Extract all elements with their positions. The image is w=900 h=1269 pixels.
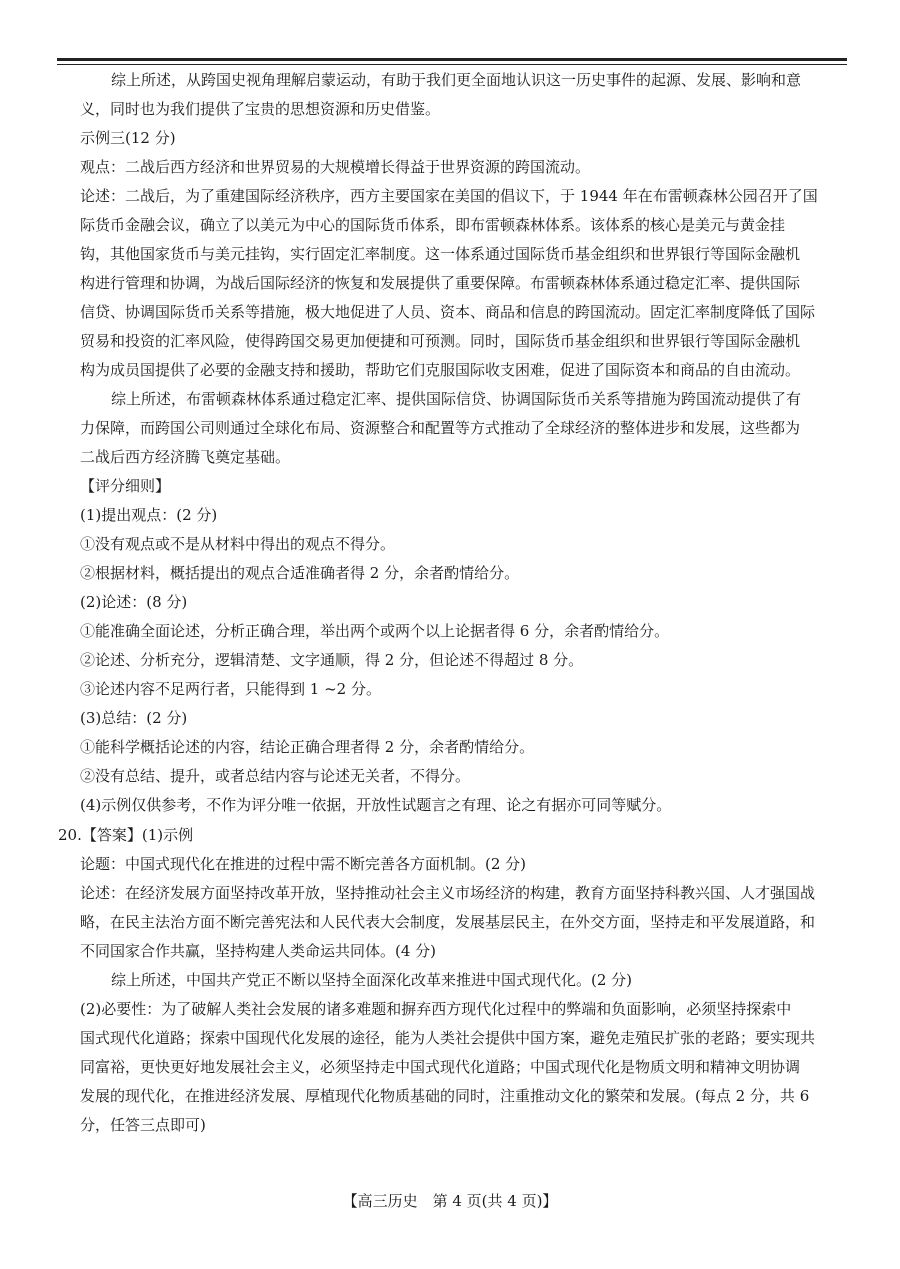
rubric-item: (4)示例仅供参考，不作为评分唯一依据，开放性试题言之有理、论之有据亦可同等赋分。 (80, 796, 672, 814)
paragraph-line: 国式现代化道路；探索中国现代化发展的途径，能为人类社会提供中国方案，避免走殖民扩张的老路；要实现共 (80, 1029, 816, 1047)
rubric-item: ②没有总结、提升，或者总结内容与论述无关者，不得分。 (80, 767, 471, 785)
header-rule-thin (57, 64, 847, 65)
paragraph-line: 发展的现代化，在推进经济发展、厚植现代化物质基础的同时，注重推动文化的繁荣和发展。(每点 2 分，共 6 (80, 1087, 810, 1105)
paragraph-line: 同富裕，更快更好地发展社会主义，必须坚持走中国式现代化道路；中国式现代化是物质文明和精神文明协调 (80, 1058, 801, 1076)
paragraph-line: 二战后西方经济腾飞奠定基础。 (80, 448, 291, 466)
paragraph-line: 综上所述，布雷顿森林体系通过稳定汇率、提供国际信贷、协调国际货币关系等措施为跨国流动提供了有 (111, 390, 802, 408)
paragraph-line: 贸易和投资的汇率风险，使得跨国交易更加便捷和可预测。同时，国际货币基金组织和世界银行等国际金融机 (80, 332, 801, 350)
paragraph-line: 际货币金融会议，确立了以美元为中心的国际货币体系，即布雷顿森林体系。该体系的核心是美元与黄金挂 (80, 216, 786, 234)
rubric-item: ②根据材料，概括提出的观点合适准确者得 2 分，余者酌情给分。 (80, 564, 520, 582)
header-rule-thick (57, 58, 847, 61)
paragraph-line: 信贷、协调国际货币关系等措施，极大地促进了人员、资本、商品和信息的跨国流动。固定汇率制度降低了国际 (80, 303, 816, 321)
rubric-item: ①能科学概括论述的内容，结论正确合理者得 2 分，余者酌情给分。 (80, 738, 535, 756)
paragraph-line: 构进行管理和协调，为战后国际经济的恢复和发展提供了重要保障。布雷顿森林体系通过稳定汇率、提供国际 (80, 274, 801, 292)
paragraph-line: 论述：二战后，为了重建国际经济秩序，西方主要国家在美国的倡议下，于 1944 年在布雷顿森林公园召开了国 (80, 187, 818, 205)
paragraph-line: 义，同时也为我们提供了宝贵的思想资源和历史借鉴。 (80, 100, 441, 118)
section-heading: 【评分细则】 (80, 477, 171, 495)
paragraph-line: 综上所述，从跨国史视角理解启蒙运动，有助于我们更全面地认识这一历史事件的起源、发展、影响和意 (111, 71, 802, 89)
paragraph-line: 构为成员国提供了必要的金融支持和援助，帮助它们克服国际收支困难，促进了国际资本和商品的自由流动。 (80, 361, 801, 379)
question-heading: 20.【答案】(1)示例 (58, 826, 194, 844)
rubric-item: ②论述、分析充分，逻辑清楚、文字通顺，得 2 分，但论述不得超过 8 分。 (80, 651, 584, 669)
paragraph-line: (2)必要性：为了破解人类社会发展的诸多难题和摒弃西方现代化过程中的弊端和负面影响，必须坚持探索中 (80, 1000, 792, 1018)
paragraph-line: 不同国家合作共赢，坚持构建人类命运共同体。(4 分) (80, 942, 437, 960)
paragraph-line: 综上所述，中国共产党正不断以坚持全面深化改革来推进中国式现代化。(2 分) (111, 971, 633, 989)
paragraph-line: 分，任答三点即可) (80, 1116, 206, 1134)
rubric-item: (3)总结：(2 分) (80, 709, 188, 727)
rubric-item: (1)提出观点：(2 分) (80, 506, 218, 524)
section-heading: 示例三(12 分) (80, 129, 176, 147)
rubric-item: ①能准确全面论述，分析正确合理，举出两个或两个以上论据者得 6 分，余者酌情给分。 (80, 622, 670, 640)
rubric-item: (2)论述：(8 分) (80, 593, 188, 611)
paragraph-line: 论述：在经济发展方面坚持改革开放，坚持推动社会主义市场经济的构建，教育方面坚持科教兴国、人才强国战 (80, 884, 816, 902)
page-footer: 【高三历史 第 4 页(共 4 页)】 (342, 1192, 558, 1210)
paragraph-line: 论题：中国式现代化在推进的过程中需不断完善各方面机制。(2 分) (80, 855, 527, 873)
rubric-item: ①没有观点或不是从材料中得出的观点不得分。 (80, 535, 396, 553)
rubric-item: ③论述内容不足两行者，只能得到 1 ~2 分。 (80, 680, 381, 698)
paragraph-line: 略，在民主法治方面不断完善宪法和人民代表大会制度，发展基层民主，在外交方面，坚持走和平发展道路，和 (80, 913, 816, 931)
paragraph-line: 观点：二战后西方经济和世界贸易的大规模增长得益于世界资源的跨国流动。 (80, 158, 591, 176)
paragraph-line: 钩，其他国家货币与美元挂钩，实行固定汇率制度。这一体系通过国际货币基金组织和世界银行等国际金融机 (80, 245, 801, 263)
paragraph-line: 力保障，而跨国公司则通过全球化布局、资源整合和配置等方式推动了全球经济的整体进步和发展，这些都为 (80, 419, 801, 437)
